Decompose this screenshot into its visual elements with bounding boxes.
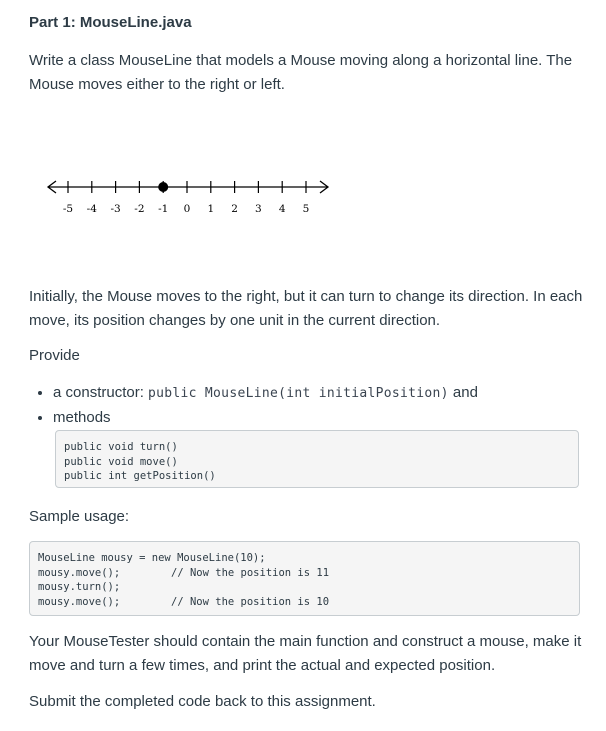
provide-label: Provide <box>29 347 80 364</box>
tick-label: 1 <box>207 203 215 215</box>
submit-paragraph: Submit the completed code back to this assignment. <box>29 693 376 710</box>
tick-label: -1 <box>158 203 169 215</box>
number-line-figure <box>46 172 336 222</box>
constructor-suffix: and <box>448 384 478 401</box>
list-item-methods <box>53 406 593 430</box>
sample-code-block <box>29 541 580 616</box>
methods-code-block <box>55 430 579 488</box>
requirements-list <box>29 381 593 430</box>
tick-label: -3 <box>110 203 121 215</box>
tick-label: 4 <box>278 203 286 215</box>
code-line <box>38 580 579 595</box>
code-comment: // Now the position is 10 <box>171 595 330 608</box>
code-line <box>38 551 579 566</box>
code-line: public int getPosition() <box>64 470 216 482</box>
code-comment: // Now the position is 11 <box>171 566 330 579</box>
code-line <box>38 595 579 610</box>
code-line: public void move() <box>64 455 178 468</box>
tick-label: -4 <box>86 203 97 215</box>
mouse-position-dot <box>158 182 168 192</box>
intro-paragraph: Write a class MouseLine that models a Mouse moving along a horizontal line. The Mouse moves either to the right or left. <box>29 52 573 93</box>
initial-direction-paragraph: Initially, the Mouse moves to the right, but it can turn to change its direction. In each move, its position changes by one unit in the current direction. <box>29 288 583 329</box>
code-line <box>38 566 579 581</box>
sample-usage-label: Sample usage: <box>29 508 130 525</box>
methods-label: methods <box>53 409 111 426</box>
code-text: MouseLine mousy = new MouseLine(10); <box>38 552 266 564</box>
code-text: mousy.move(); <box>38 566 121 579</box>
tick-label: 5 <box>302 203 310 215</box>
tick-label: 0 <box>183 203 191 215</box>
constructor-code: public MouseLine(int initialPosition) <box>148 386 449 401</box>
code-line: public void turn() <box>64 441 178 453</box>
list-item-constructor <box>53 381 593 406</box>
tick-label: -2 <box>134 203 145 215</box>
tester-paragraph: Your MouseTester should contain the main function and construct a mouse, make it move and turn a few times, and print the actual and expected position. <box>29 633 582 674</box>
constructor-prefix: a constructor: <box>53 384 149 401</box>
code-text: mousy.move(); <box>38 595 121 608</box>
code-text: mousy.turn(); <box>38 581 121 593</box>
tick-label: 2 <box>231 203 238 215</box>
tick-label: -5 <box>62 203 74 215</box>
page-title: Part 1: MouseLine.java <box>29 14 192 31</box>
tick-label: 3 <box>255 203 262 215</box>
